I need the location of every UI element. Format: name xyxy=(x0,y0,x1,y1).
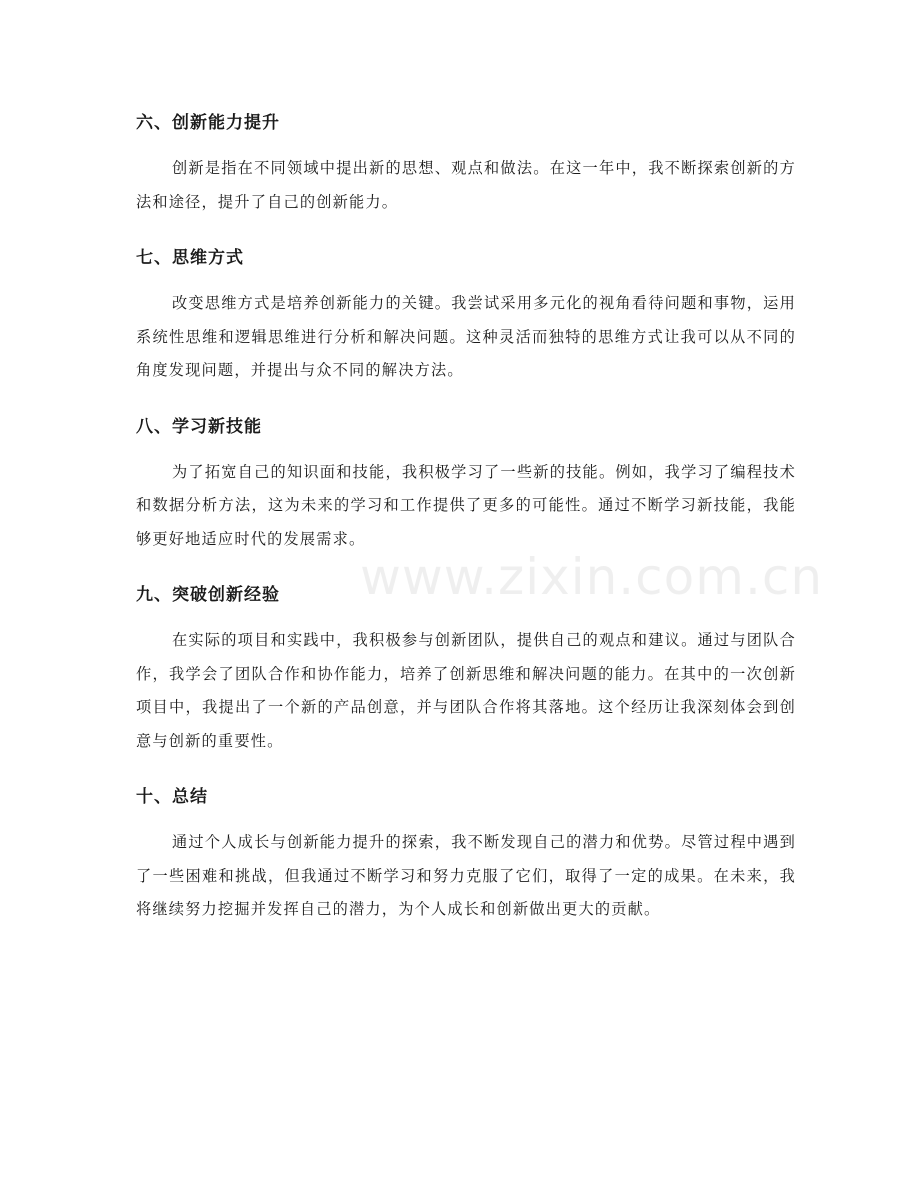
section-summary xyxy=(136,778,796,927)
document-content xyxy=(136,104,796,947)
section-title: 七、思维方式 xyxy=(136,248,244,268)
watermark: www.zixin.com.cn xyxy=(360,548,824,606)
section-title: 十、总结 xyxy=(136,787,208,807)
section-thinking-style xyxy=(136,239,796,388)
section-paragraph: 通过个人成长与创新能力提升的探索，我不断发现自己的潜力和优势。尽管过程中遇到了一些困难和挑战，但我通过不断学习和努力克服了它们，取得了一定的成果。在未来，我将继续努力挖掘并发挥自己的潜力，为个人成长和创新做出更大的贡献。 xyxy=(136,833,796,918)
section-title: 六、创新能力提升 xyxy=(136,113,280,133)
section-paragraph: 创新是指在不同领域中提出新的思想、观点和做法。在这一年中，我不断探索创新的方法和途径，提升了自己的创新能力。 xyxy=(136,159,796,211)
section-new-skills xyxy=(136,408,796,557)
section-title: 八、学习新技能 xyxy=(136,416,262,437)
section-paragraph: 在实际的项目和实践中，我积极参与创新团队，提供自己的观点和建议。通过与团队合作，我学会了团队合作和协作能力，培养了创新思维和解决问题的能力。在其中的一次创新项目中，我提出了一个新的产品创意，并与团队合作将其落地。这个经历让我深刻体会到创意与创新的重要性。 xyxy=(136,631,796,750)
section-paragraph: 为了拓宽自己的知识面和技能，我积极学习了一些新的技能。例如，我学习了编程技术和数据分析方法，这为未来的学习和工作提供了更多的可能性。通过不断学习新技能，我能够更好地适应时代的发展需求。 xyxy=(136,462,796,548)
section-innovation-ability xyxy=(136,104,796,219)
section-innovation-experience xyxy=(136,576,796,758)
section-title: 九、突破创新经验 xyxy=(136,585,280,605)
section-paragraph: 改变思维方式是培养创新能力的关键。我尝试采用多元化的视角看待问题和事物，运用系统性思维和逻辑思维进行分析和解决问题。这种灵活而独特的思维方式让我可以从不同的角度发现问题，并提出与众不同的解决方法。 xyxy=(136,294,796,379)
